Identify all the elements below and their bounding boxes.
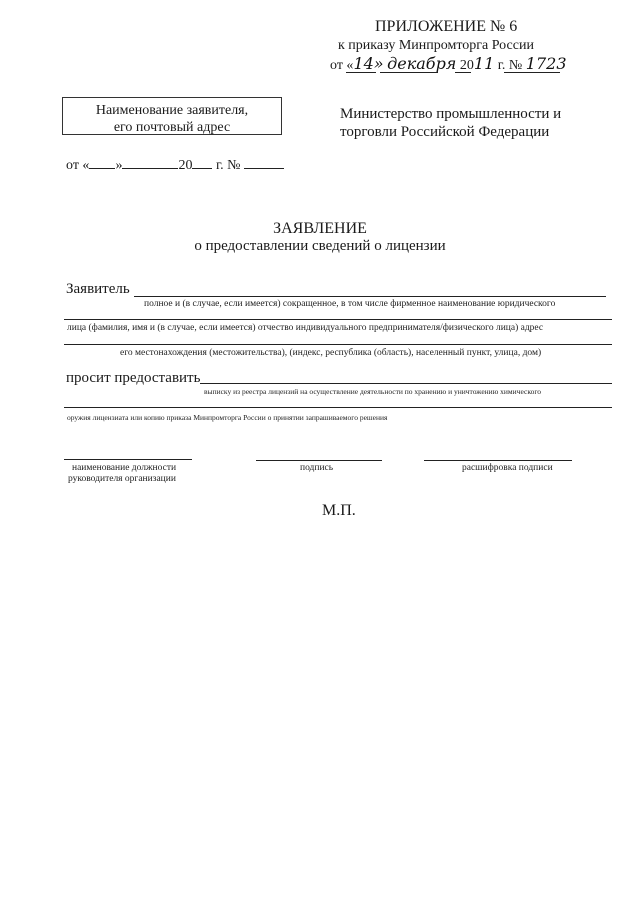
year-prefix: 20: [459, 58, 474, 73]
applicant-caption1: полное и (в случае, если имеется) сокращенное, в том числе фирменное наименование юридического: [144, 299, 556, 309]
applicant-box-line1: Наименование заявителя,: [95, 103, 249, 118]
number-blank: [244, 156, 284, 169]
request-caption2: оружия лицензиата или копию приказа Минпромторга России о принятии запрашиваемого решения: [67, 413, 388, 422]
position-caption1: наименование должности: [72, 463, 177, 473]
year-blank: [192, 156, 212, 169]
month-blank: [122, 156, 178, 169]
applicant-field-line1: [134, 296, 606, 297]
signature-line: [256, 460, 382, 461]
applicant-caption2: лица (фамилия, имя и (в случае, если имеется) отчество индивидуального предпринимателя/физического лица) адрес: [67, 323, 544, 333]
date-underline-number: [504, 72, 560, 73]
decoding-line: [424, 460, 572, 461]
stamp-placeholder: М.П.: [322, 502, 356, 519]
handwritten-month: декабря: [387, 54, 457, 73]
year-label: 20: [178, 158, 193, 173]
application-date-line: [66, 156, 284, 174]
day-blank: [89, 156, 115, 169]
date-from-label: от «: [66, 158, 90, 173]
request-field-line2: [64, 407, 612, 408]
date-underline-year: [455, 72, 471, 73]
date-close-quote: »: [115, 158, 123, 173]
applicant-caption3: его местонахождения (местожительства), (индекс, республика (область), населенный пункт, улица, дом): [120, 348, 542, 358]
request-caption1: выписку из реестра лицензий на осуществление деятельности по хранению и уничтожению химического: [204, 387, 541, 396]
addressee-line1: Министерство промышленности и: [340, 106, 562, 122]
applicant-box: [62, 97, 282, 135]
document-subtitle: о предоставлении сведений о лицензии: [194, 238, 446, 254]
signature-caption: подпись: [300, 463, 334, 473]
document-title: ЗАЯВЛЕНИЕ: [273, 220, 367, 237]
applicant-box-line2: его почтовый адрес: [113, 120, 231, 135]
number-label: г. №: [215, 158, 241, 173]
handwritten-order-number: 1723: [525, 54, 567, 73]
position-signature-line: [64, 459, 192, 460]
date-underline-day: [346, 72, 376, 73]
applicant-field-line3: [64, 344, 612, 345]
date-underline-month: [380, 72, 438, 73]
date-prefix: от «: [330, 58, 354, 73]
request-field-line1: [200, 383, 612, 384]
handwritten-year: 11: [473, 54, 495, 73]
applicant-label: Заявитель: [66, 281, 130, 297]
position-caption2: руководителя организации: [68, 474, 176, 484]
applicant-field-line2: [64, 319, 612, 320]
number-label: г. №: [497, 58, 523, 73]
order-date-line: [330, 54, 567, 74]
handwritten-day: 14»: [353, 54, 384, 73]
request-label: просит предоставить: [66, 370, 201, 386]
appendix-title: ПРИЛОЖЕНИЕ № 6: [375, 18, 518, 35]
decoding-caption: расшифровка подписи: [462, 463, 553, 473]
order-reference: к приказу Минпромторга России: [338, 38, 534, 53]
addressee-line2: торговли Российской Федерации: [340, 124, 550, 140]
